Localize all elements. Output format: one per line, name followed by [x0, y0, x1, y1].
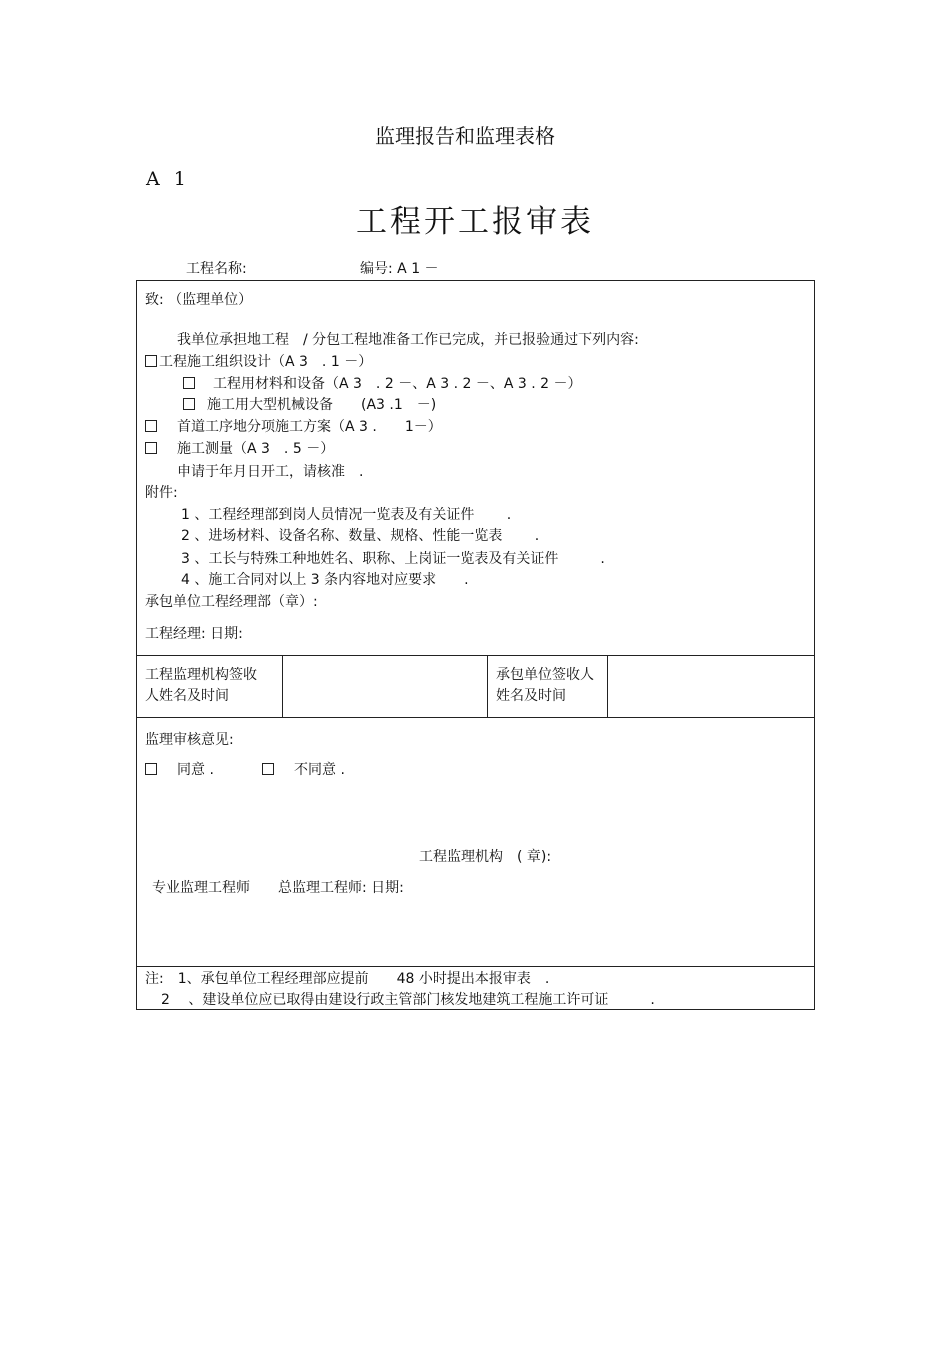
checkbox[interactable] — [183, 398, 195, 410]
checkbox[interactable] — [145, 355, 157, 367]
supervisor-receiver-field[interactable] — [283, 656, 486, 716]
checklist-item — [183, 396, 436, 414]
checklist-item-label: 施工测量（A 3 . 5 －） — [177, 441, 335, 457]
row-divider — [137, 966, 814, 967]
disagree-option — [262, 761, 345, 779]
manager-signature-date: 工程经理: 日期: — [145, 626, 243, 642]
form-number-label: 编号: A 1 － — [360, 261, 439, 277]
review-opinion-label: 监理审核意见: — [145, 732, 234, 748]
form-table — [136, 280, 815, 1010]
attachments-label: 附件: — [145, 485, 178, 501]
readiness-statement: 我单位承担地工程 / 分包工程地准备工作已完成，并已报验通过下列内容: — [177, 332, 639, 348]
contractor-receiver-label: 承包单位签收人姓名及时间 — [496, 667, 594, 704]
agree-label: 同意 . — [177, 762, 214, 778]
checkbox[interactable] — [183, 377, 195, 389]
note-2: 2 、建设单位应已取得由建设行政主管部门核发地建筑工程施工许可证 . — [161, 992, 655, 1008]
engineer-signatures: 专业监理工程师 总监理工程师: 日期: — [152, 880, 404, 896]
disagree-label: 不同意 . — [294, 762, 345, 778]
checklist-item — [145, 418, 442, 436]
checklist-item — [183, 375, 581, 393]
project-name-label: 工程名称: — [186, 261, 247, 277]
column-divider — [487, 655, 488, 717]
row-divider — [137, 717, 814, 718]
checklist-item — [145, 353, 372, 371]
institution-seal: 工程监理机构 ( 章): — [419, 849, 552, 865]
note-1: 注: 1、承包单位工程经理部应提前 48 小时提出本报审表 . — [145, 971, 550, 987]
contractor-dept-seal: 承包单位工程经理部（章）: — [145, 594, 318, 610]
checklist-item-label: 工程施工组织设计（A 3 . 1 －） — [159, 354, 373, 370]
attachment-item: 3 、工长与特殊工种地姓名、职称、上岗证一览表及有关证件 . — [181, 551, 605, 567]
attachment-item: 1 、工程经理部到岗人员情况一览表及有关证件 . — [181, 507, 512, 523]
checklist-item-label: 工程用材料和设备（A 3 . 2 －、A 3 . 2 －、A 3 . 2 －） — [213, 376, 582, 392]
agree-checkbox[interactable] — [145, 763, 157, 775]
checklist-item-label: 施工用大型机械设备 (A3 .1 －) — [207, 397, 437, 413]
start-application: 申请于年月日开工，请核准 . — [177, 464, 364, 480]
checklist-item-label: 首道工序地分项施工方案（A 3 . 1－） — [177, 419, 442, 435]
agree-option — [145, 761, 214, 779]
document-heading: 监理报告和监理表格 — [375, 124, 555, 148]
contractor-receiver-field[interactable] — [608, 656, 813, 716]
form-title: 工程开工报审表 — [356, 204, 594, 240]
form-code: A 1 — [146, 168, 190, 190]
checklist-item — [145, 440, 334, 458]
addressee: 致: （监理单位） — [145, 292, 253, 308]
attachment-item: 2 、进场材料、设备名称、数量、规格、性能一览表 . — [181, 528, 540, 544]
supervisor-receiver-label: 工程监理机构签收人姓名及时间 — [145, 667, 257, 704]
disagree-checkbox[interactable] — [262, 763, 274, 775]
checkbox[interactable] — [145, 420, 157, 432]
checkbox[interactable] — [145, 442, 157, 454]
attachment-item: 4 、施工合同对以上 3 条内容地对应要求 . — [181, 572, 469, 588]
